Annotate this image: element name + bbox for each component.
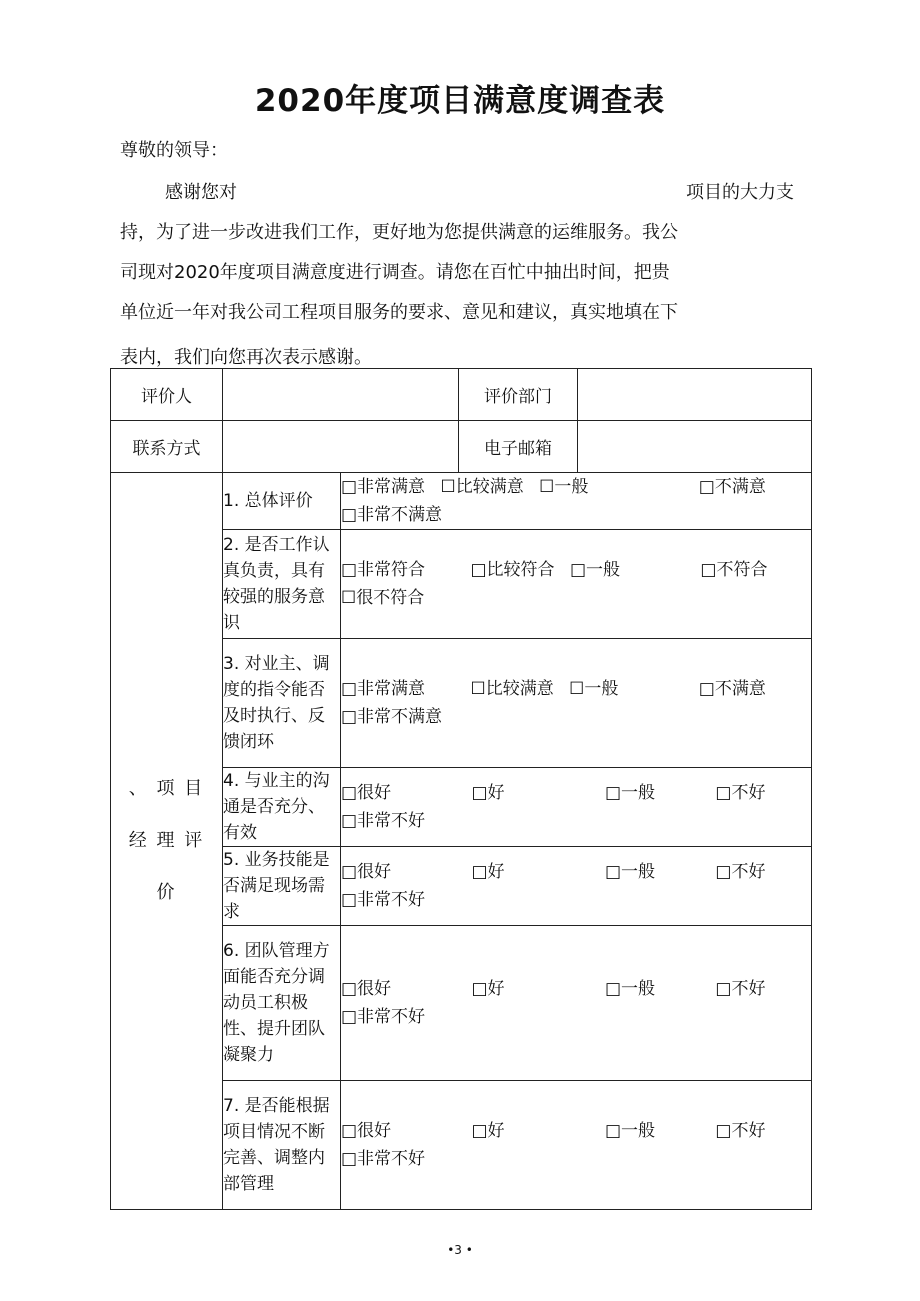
section-label: 、 项 目 经 理 评 价 [111,473,223,1210]
option-checkbox[interactable]: □很好 [341,783,392,803]
intro-line1-left: 感谢您对 [165,182,237,203]
survey-table [110,368,812,1210]
option-checkbox[interactable]: □很好 [341,862,392,882]
option-checkbox[interactable]: □不满意 [698,477,766,497]
option-checkbox[interactable]: □好 [471,979,505,999]
question-label: 6. 团队管理方面能否充分调动员工积极性、提升团队凝聚力 [223,926,341,1081]
options-cell [341,1081,812,1210]
option-checkbox[interactable]: □非常不满意 [341,505,443,525]
contact-field[interactable] [223,421,459,473]
option-checkbox[interactable]: ☐一般 [539,477,589,497]
question-label: 2. 是否工作认真负责，具有较强的服务意识 [223,530,341,639]
option-checkbox[interactable]: □一般 [604,1121,655,1141]
intro-line3: 司现对2020年度项目满意度进行调查。请您在百忙中抽出时间，把贵 [120,262,670,283]
option-checkbox[interactable]: □比较符合 [470,560,555,580]
option-checkbox[interactable]: □好 [471,862,505,882]
dept-field[interactable] [578,369,812,421]
question-label: 3. 对业主、调度的指令能否及时执行、反馈闭环 [223,639,341,768]
question-label: 4. 与业主的沟通是否充分、有效 [223,768,341,847]
option-checkbox[interactable]: □一般 [604,862,655,882]
option-checkbox[interactable]: ☐一般 [569,679,619,699]
option-checkbox[interactable]: □非常不好 [341,811,426,831]
option-checkbox[interactable]: □一般 [604,979,655,999]
question-label: 7. 是否能根据项目情况不断完善、调整内部管理 [223,1081,341,1210]
email-field[interactable] [578,421,812,473]
intro-line2: 持，为了进一步改进我们工作，更好地为您提供满意的运维服务。我公 [120,222,678,243]
option-checkbox[interactable]: □不好 [715,783,766,803]
option-checkbox[interactable]: □非常不好 [341,890,426,910]
option-checkbox[interactable]: □非常符合 [341,560,426,580]
contact-label: 联系方式 [111,421,223,473]
option-checkbox[interactable]: □不好 [715,1121,766,1141]
salutation: 尊敬的领导： [120,140,228,161]
evaluator-field[interactable] [223,369,459,421]
page-number: •3 • [447,1243,473,1257]
option-checkbox[interactable]: □非常不好 [341,1149,426,1169]
evaluator-label: 评价人 [111,369,223,421]
option-checkbox[interactable]: □非常满意 [341,477,426,497]
question-label: 1. 总体评价 [223,473,341,530]
option-checkbox[interactable]: ☐很不符合 [341,588,425,608]
options-cell [341,768,812,847]
option-checkbox[interactable]: □一般 [604,783,655,803]
option-checkbox[interactable]: □非常不好 [341,1007,426,1027]
option-checkbox[interactable]: □不满意 [698,679,766,699]
dept-label: 评价部门 [459,369,578,421]
page-title: 2020年度项目满意度调查表 [254,83,666,119]
option-checkbox[interactable]: □很好 [341,1121,392,1141]
option-checkbox[interactable]: □一般 [569,560,620,580]
option-checkbox[interactable]: □非常不满意 [341,707,443,727]
email-label: 电子邮箱 [459,421,578,473]
options-cell [341,639,812,768]
option-checkbox[interactable]: □不好 [715,862,766,882]
option-checkbox[interactable]: □好 [471,1121,505,1141]
option-checkbox[interactable]: □好 [471,783,505,803]
options-cell [341,530,812,639]
option-checkbox[interactable]: □非常满意 [341,679,426,699]
option-checkbox[interactable]: □很好 [341,979,392,999]
option-checkbox[interactable]: ☐比较满意 [440,477,524,497]
option-checkbox[interactable]: ☐比较满意 [470,679,554,699]
option-checkbox[interactable]: □不好 [715,979,766,999]
intro-line1-right: 项目的大力支 [686,182,794,203]
intro-line5: 表内，我们向您再次表示感谢。 [120,347,372,368]
options-cell [341,847,812,926]
options-cell [341,473,812,530]
question-label: 5. 业务技能是否满足现场需求 [223,847,341,926]
options-cell [341,926,812,1081]
intro-line4: 单位近一年对我公司工程项目服务的要求、意见和建议，真实地填在下 [120,302,678,323]
option-checkbox[interactable]: □不符合 [700,560,768,580]
